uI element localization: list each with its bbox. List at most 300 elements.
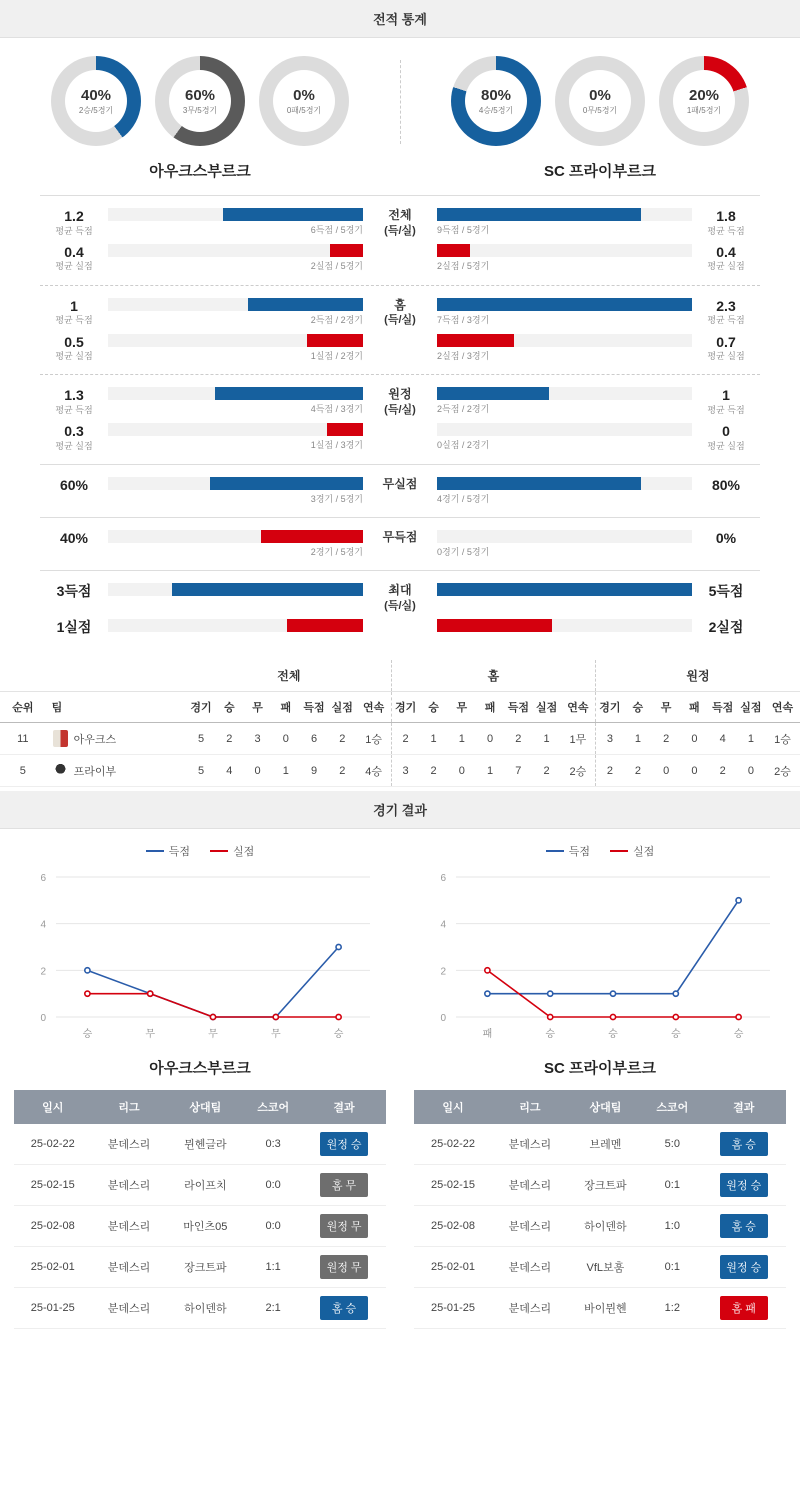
donut-away-2 [659, 56, 749, 146]
svg-text:2: 2 [440, 966, 446, 978]
standings-section [0, 648, 800, 791]
results-section-header: 경기 결과 [0, 791, 800, 829]
right-value-block [692, 530, 760, 548]
right-bar-track [437, 334, 692, 347]
right-bar-track [437, 583, 692, 596]
compare-group [40, 195, 760, 285]
left-bar-track [108, 477, 363, 490]
res-opponent: VfL보훔 [568, 1247, 644, 1288]
res-result [701, 1288, 786, 1329]
compare-row [40, 477, 760, 505]
cell-away-6: 2승 [765, 755, 800, 787]
table-row[interactable] [14, 1206, 386, 1247]
status-badge: 홈 승 [720, 1132, 768, 1156]
results-head-home [14, 1090, 386, 1124]
row-team[interactable] [46, 723, 187, 755]
res-col-3: 스코어 [244, 1090, 302, 1124]
left-bar-track [108, 423, 363, 436]
group-away: 원정 [596, 660, 800, 692]
svg-text:2: 2 [40, 966, 46, 978]
right-value: 1.8 [716, 208, 736, 224]
right-bar-wrap [437, 387, 692, 415]
res-date: 25-02-01 [414, 1247, 492, 1288]
col-away-패: 패 [680, 692, 708, 723]
chart-col-0 [0, 829, 400, 1047]
legend-item-0 [546, 843, 590, 859]
col-away-경기: 경기 [596, 692, 624, 723]
cell-home-2: 0 [448, 755, 476, 787]
donut-home-2 [259, 56, 349, 146]
compare-group [40, 464, 760, 517]
left-value: 0.3 [64, 423, 84, 440]
left-value-block [40, 619, 108, 637]
col-home-실점: 실점 [532, 692, 560, 723]
cell-away-2: 2 [652, 723, 680, 755]
status-badge: 홈 승 [720, 1214, 768, 1238]
right-value-block [692, 477, 760, 495]
results-table-home [14, 1090, 386, 1329]
standings-body [0, 723, 800, 787]
table-row[interactable] [14, 1247, 386, 1288]
res-result [302, 1247, 386, 1288]
results-body-away [414, 1124, 786, 1329]
table-row[interactable] [414, 1124, 786, 1165]
legend-label: 실점 [633, 846, 655, 859]
res-score: 1:0 [643, 1206, 701, 1247]
left-bar-wrap [108, 423, 363, 451]
res-result [302, 1124, 386, 1165]
compare-group [40, 285, 760, 375]
svg-text:4: 4 [440, 919, 446, 931]
line-charts-row [0, 829, 800, 1047]
res-result [302, 1206, 386, 1247]
left-label: 평균 실점 [55, 351, 93, 362]
res-date: 25-02-08 [414, 1206, 492, 1247]
standings-group-header [0, 660, 800, 692]
donut-summary-row [0, 38, 800, 150]
table-row[interactable] [414, 1165, 786, 1206]
res-league: 분데스리 [92, 1124, 167, 1165]
left-label: 평균 득점 [55, 315, 93, 326]
table-row[interactable] [14, 1288, 386, 1329]
cell-away-4: 4 [709, 723, 737, 755]
compare-stats [0, 195, 800, 648]
left-bar-track [108, 208, 363, 221]
donut-hole [169, 70, 231, 132]
res-date: 25-02-15 [414, 1165, 492, 1206]
legend-swatch [146, 850, 164, 852]
col-away-득점: 득점 [709, 692, 737, 723]
right-bar-fill [437, 334, 514, 347]
results-tables-row [0, 1090, 800, 1347]
left-bar-caption: 6득점 / 5경기 [310, 225, 363, 235]
status-badge: 홈 무 [320, 1173, 368, 1197]
cell-away-2: 0 [652, 755, 680, 787]
svg-text:패: 패 [482, 1029, 493, 1041]
right-value: 0% [715, 529, 737, 546]
legend-swatch [546, 850, 564, 852]
right-bar-fill [437, 244, 470, 257]
right-value-block [692, 387, 760, 416]
right-label: 평균 득점 [707, 404, 745, 415]
compare-mid-label: 무득점 [382, 529, 418, 544]
team-cell[interactable] [47, 730, 186, 747]
right-bar-wrap [437, 208, 692, 236]
cell-home-6: 2승 [561, 755, 596, 787]
donut-sublabel: 4승/5경기 [478, 105, 514, 115]
left-bar-caption: 1실점 / 2경기 [310, 350, 363, 361]
left-bar-track [108, 619, 363, 632]
left-value: 60% [59, 476, 89, 493]
right-bar-wrap [437, 619, 692, 632]
left-bar-caption: 1실점 / 3경기 [310, 440, 363, 451]
donut-percent: 20% [688, 86, 720, 104]
right-value: 2.3 [716, 297, 736, 314]
left-label: 평균 실점 [55, 261, 93, 272]
res-league: 분데스리 [92, 1247, 167, 1288]
cell-all-5: 2 [328, 755, 356, 787]
col-away-승: 승 [624, 692, 652, 723]
table-row [0, 755, 800, 787]
svg-text:0: 0 [40, 1013, 46, 1025]
res-col-2: 상대팀 [167, 1090, 245, 1124]
res-league: 분데스리 [492, 1124, 568, 1165]
chart-legend-0 [16, 843, 384, 859]
right-bar-wrap [437, 477, 692, 505]
cell-home-1: 1 [419, 723, 447, 755]
cell-away-3: 0 [680, 755, 708, 787]
res-league: 분데스리 [92, 1165, 167, 1206]
svg-text:0: 0 [440, 1013, 446, 1025]
left-value: 0.4 [64, 243, 84, 260]
right-bar-caption: 4경기 / 5경기 [437, 493, 490, 504]
status-badge: 원정 무 [320, 1255, 368, 1279]
res-col-0: 일시 [414, 1090, 492, 1124]
compare-mid-label: 홈 (득/실) [384, 297, 416, 327]
cell-away-4: 2 [709, 755, 737, 787]
res-result [701, 1206, 786, 1247]
compare-row [40, 530, 760, 558]
left-value-block [40, 334, 108, 363]
donut-percent: 0% [293, 86, 315, 104]
right-bar-caption: 2실점 / 3경기 [437, 350, 490, 361]
right-value: 5득점 [708, 582, 744, 599]
row-rank: 11 [0, 723, 46, 755]
group-all: 전체 [187, 660, 391, 692]
team-name-row [0, 150, 800, 195]
right-bar-fill [437, 298, 692, 311]
left-value-block [40, 244, 108, 273]
res-result [302, 1165, 386, 1206]
right-bar-track [437, 298, 692, 311]
right-bar-fill [437, 477, 641, 490]
stats-section-header: 전적 통계 [0, 0, 800, 38]
res-league: 분데스리 [492, 1206, 568, 1247]
cell-all-5: 2 [328, 723, 356, 755]
left-bar-wrap [108, 334, 363, 362]
donut-away-0 [451, 56, 541, 146]
res-league: 분데스리 [92, 1206, 167, 1247]
donut-sublabel: 0무/5경기 [582, 105, 618, 115]
left-bar-fill [223, 208, 363, 221]
svg-text:6: 6 [40, 873, 46, 885]
chart-legend-1 [416, 843, 784, 859]
left-value-block [40, 477, 108, 495]
res-date: 25-01-25 [414, 1288, 492, 1329]
cell-home-0: 3 [391, 755, 419, 787]
right-bar-wrap [437, 334, 692, 362]
cell-all-6: 4승 [356, 755, 391, 787]
chart-box-0 [16, 867, 384, 1047]
donut-home-1 [155, 56, 245, 146]
standings-table [0, 660, 800, 787]
cell-all-2: 3 [243, 723, 271, 755]
right-label: 평균 실점 [707, 440, 745, 451]
svg-text:무: 무 [145, 1029, 156, 1041]
svg-text:무: 무 [270, 1029, 281, 1041]
table-row[interactable] [414, 1288, 786, 1329]
col-rank: 순위 [0, 692, 46, 723]
status-badge: 원정 승 [320, 1132, 368, 1156]
donut-home-0 [51, 56, 141, 146]
left-bar-track [108, 583, 363, 596]
left-bar-caption: 2실점 / 5경기 [310, 260, 363, 271]
right-bar-track [437, 244, 692, 257]
left-bar-fill [261, 530, 363, 543]
left-bar-caption: 2득점 / 2경기 [310, 314, 363, 325]
team-label: 프라이부 [73, 765, 117, 778]
compare-row [40, 583, 760, 613]
right-bar-track [437, 387, 692, 400]
left-bar-fill [172, 583, 363, 596]
svg-text:승: 승 [333, 1029, 344, 1041]
left-value: 1.3 [64, 387, 84, 404]
right-value-block [692, 619, 760, 637]
cell-all-1: 4 [215, 755, 243, 787]
left-value: 1 [70, 297, 78, 314]
res-col-2: 상대팀 [568, 1090, 644, 1124]
donuts-away [400, 56, 800, 146]
compare-group [40, 374, 760, 464]
right-value-block [692, 423, 760, 452]
table-row[interactable] [414, 1206, 786, 1247]
res-opponent: 장크트파 [167, 1247, 245, 1288]
left-value: 3득점 [56, 582, 92, 599]
left-bar-caption: 4득점 / 3경기 [310, 404, 363, 415]
col-all-연속: 연속 [356, 692, 391, 723]
status-badge: 원정 승 [720, 1173, 768, 1197]
left-bar-fill [330, 244, 363, 257]
results-home-col [0, 1090, 400, 1347]
res-result [701, 1165, 786, 1206]
res-opponent: 장크트파 [568, 1165, 644, 1206]
left-bar-track [108, 334, 363, 347]
right-bar-wrap [437, 530, 692, 558]
cell-home-4: 7 [504, 755, 532, 787]
cell-all-6: 1승 [356, 723, 391, 755]
res-league: 분데스리 [492, 1247, 568, 1288]
res-date: 25-02-22 [414, 1124, 492, 1165]
res-score: 2:1 [244, 1288, 302, 1329]
res-date: 25-02-01 [14, 1247, 92, 1288]
left-value-block [40, 423, 108, 452]
compare-group [40, 517, 760, 570]
compare-row [40, 619, 760, 637]
compare-row [40, 298, 760, 328]
left-bar-track [108, 298, 363, 311]
donut-hole [65, 70, 127, 132]
res-score: 0:3 [244, 1124, 302, 1165]
col-away-실점: 실점 [737, 692, 765, 723]
right-bar-track [437, 619, 692, 632]
table-row[interactable] [414, 1247, 786, 1288]
right-bar-wrap [437, 423, 692, 451]
right-value-block [692, 334, 760, 363]
left-value-block [40, 208, 108, 237]
away-team-name: SC 프라이부르크 [544, 163, 656, 180]
status-badge: 홈 승 [320, 1296, 368, 1320]
res-date: 25-01-25 [14, 1288, 92, 1329]
chart-title-home: 아우크스부르크 [149, 1060, 251, 1078]
cell-away-6: 1승 [765, 723, 800, 755]
left-bar-wrap [108, 583, 363, 596]
line-chart-svg-1 [416, 867, 784, 1047]
donuts-home [0, 56, 400, 146]
res-score: 1:2 [643, 1288, 701, 1329]
left-value-block [40, 298, 108, 327]
right-bar-caption: 9득점 / 5경기 [437, 225, 490, 235]
compare-row [40, 387, 760, 417]
cell-away-5: 1 [737, 723, 765, 755]
svg-text:4: 4 [40, 919, 46, 931]
donut-hole [465, 70, 527, 132]
compare-row [40, 423, 760, 452]
right-bar-track [437, 530, 692, 543]
col-away-연속: 연속 [765, 692, 800, 723]
res-col-0: 일시 [14, 1090, 92, 1124]
right-bar-wrap [437, 244, 692, 272]
legend-item-0 [146, 843, 190, 859]
res-opponent: 마인츠05 [167, 1206, 245, 1247]
left-value-block [40, 583, 108, 601]
res-date: 25-02-08 [14, 1206, 92, 1247]
col-home-연속: 연속 [561, 692, 596, 723]
cell-away-0: 3 [596, 723, 624, 755]
right-value: 0 [722, 423, 730, 440]
right-bar-track [437, 477, 692, 490]
right-value: 1 [722, 387, 730, 404]
svg-text:6: 6 [440, 873, 446, 885]
right-label: 평균 실점 [707, 351, 745, 362]
left-bar-track [108, 387, 363, 400]
compare-mid-label: 전체 (득/실) [384, 208, 416, 237]
right-value: 2실점 [708, 618, 744, 635]
donut-percent: 40% [80, 86, 112, 104]
res-opponent: 하이덴하 [167, 1288, 245, 1329]
res-date: 25-02-22 [14, 1124, 92, 1165]
res-opponent: 뮌헨글라 [167, 1124, 245, 1165]
team-cell[interactable] [47, 762, 186, 779]
col-all-무: 무 [243, 692, 271, 723]
right-bar-caption: 0경기 / 5경기 [437, 546, 490, 557]
donut-sublabel: 2승/5경기 [78, 105, 114, 115]
chart-box-1 [416, 867, 784, 1047]
donut-sublabel: 3무/5경기 [182, 105, 218, 115]
table-row[interactable] [14, 1124, 386, 1165]
left-value: 0.5 [64, 333, 84, 350]
cell-home-5: 2 [532, 755, 560, 787]
cell-all-4: 9 [300, 755, 328, 787]
cell-away-1: 1 [624, 723, 652, 755]
col-all-승: 승 [215, 692, 243, 723]
table-row[interactable] [14, 1165, 386, 1206]
left-value: 40% [59, 529, 89, 546]
left-bar-fill [248, 298, 363, 311]
chart-title-away: SC 프라이부르크 [544, 1060, 656, 1078]
col-all-실점: 실점 [328, 692, 356, 723]
legend-swatch [210, 850, 228, 852]
donut-percent: 80% [480, 86, 512, 104]
right-value-block [692, 298, 760, 327]
left-bar-fill [307, 334, 363, 347]
left-bar-track [108, 530, 363, 543]
left-bar-caption: 2경기 / 5경기 [310, 546, 363, 557]
right-bar-wrap [437, 298, 692, 326]
results-away-col [400, 1090, 800, 1347]
donut-sublabel: 1패/5경기 [686, 105, 722, 115]
team-label: 아우크스 [73, 733, 117, 746]
cell-all-0: 5 [187, 723, 215, 755]
res-score: 0:0 [244, 1206, 302, 1247]
right-label: 평균 득점 [707, 315, 745, 326]
left-bar-fill [287, 619, 364, 632]
col-home-승: 승 [419, 692, 447, 723]
col-home-득점: 득점 [504, 692, 532, 723]
res-score: 5:0 [643, 1124, 701, 1165]
table-row [0, 723, 800, 755]
right-value: 0.4 [716, 243, 736, 260]
res-league: 분데스리 [92, 1288, 167, 1329]
res-col-1: 리그 [92, 1090, 167, 1124]
standings-column-header [0, 692, 800, 723]
res-opponent: 하이덴하 [568, 1206, 644, 1247]
status-badge: 홈 패 [720, 1296, 768, 1320]
line-chart-svg-0 [16, 867, 384, 1047]
col-team: 팀 [46, 692, 187, 723]
svg-text:승: 승 [82, 1029, 93, 1041]
team-crest-icon [53, 762, 68, 779]
col-home-패: 패 [476, 692, 504, 723]
right-bar-fill [437, 583, 692, 596]
donut-percent: 60% [184, 86, 216, 104]
status-badge: 원정 승 [720, 1255, 768, 1279]
right-value: 80% [711, 476, 741, 493]
left-bar-wrap [108, 530, 363, 558]
cell-all-3: 0 [272, 723, 300, 755]
cell-all-3: 1 [272, 755, 300, 787]
group-home: 홈 [391, 660, 595, 692]
res-col-1: 리그 [492, 1090, 568, 1124]
right-bar-wrap [437, 583, 692, 596]
res-score: 1:1 [244, 1247, 302, 1288]
legend-label: 득점 [568, 846, 590, 859]
svg-text:무: 무 [208, 1029, 218, 1041]
row-team[interactable] [46, 755, 187, 787]
right-bar-track [437, 423, 692, 436]
left-bar-track [108, 244, 363, 257]
left-label: 평균 득점 [55, 225, 93, 236]
cell-away-3: 0 [680, 723, 708, 755]
